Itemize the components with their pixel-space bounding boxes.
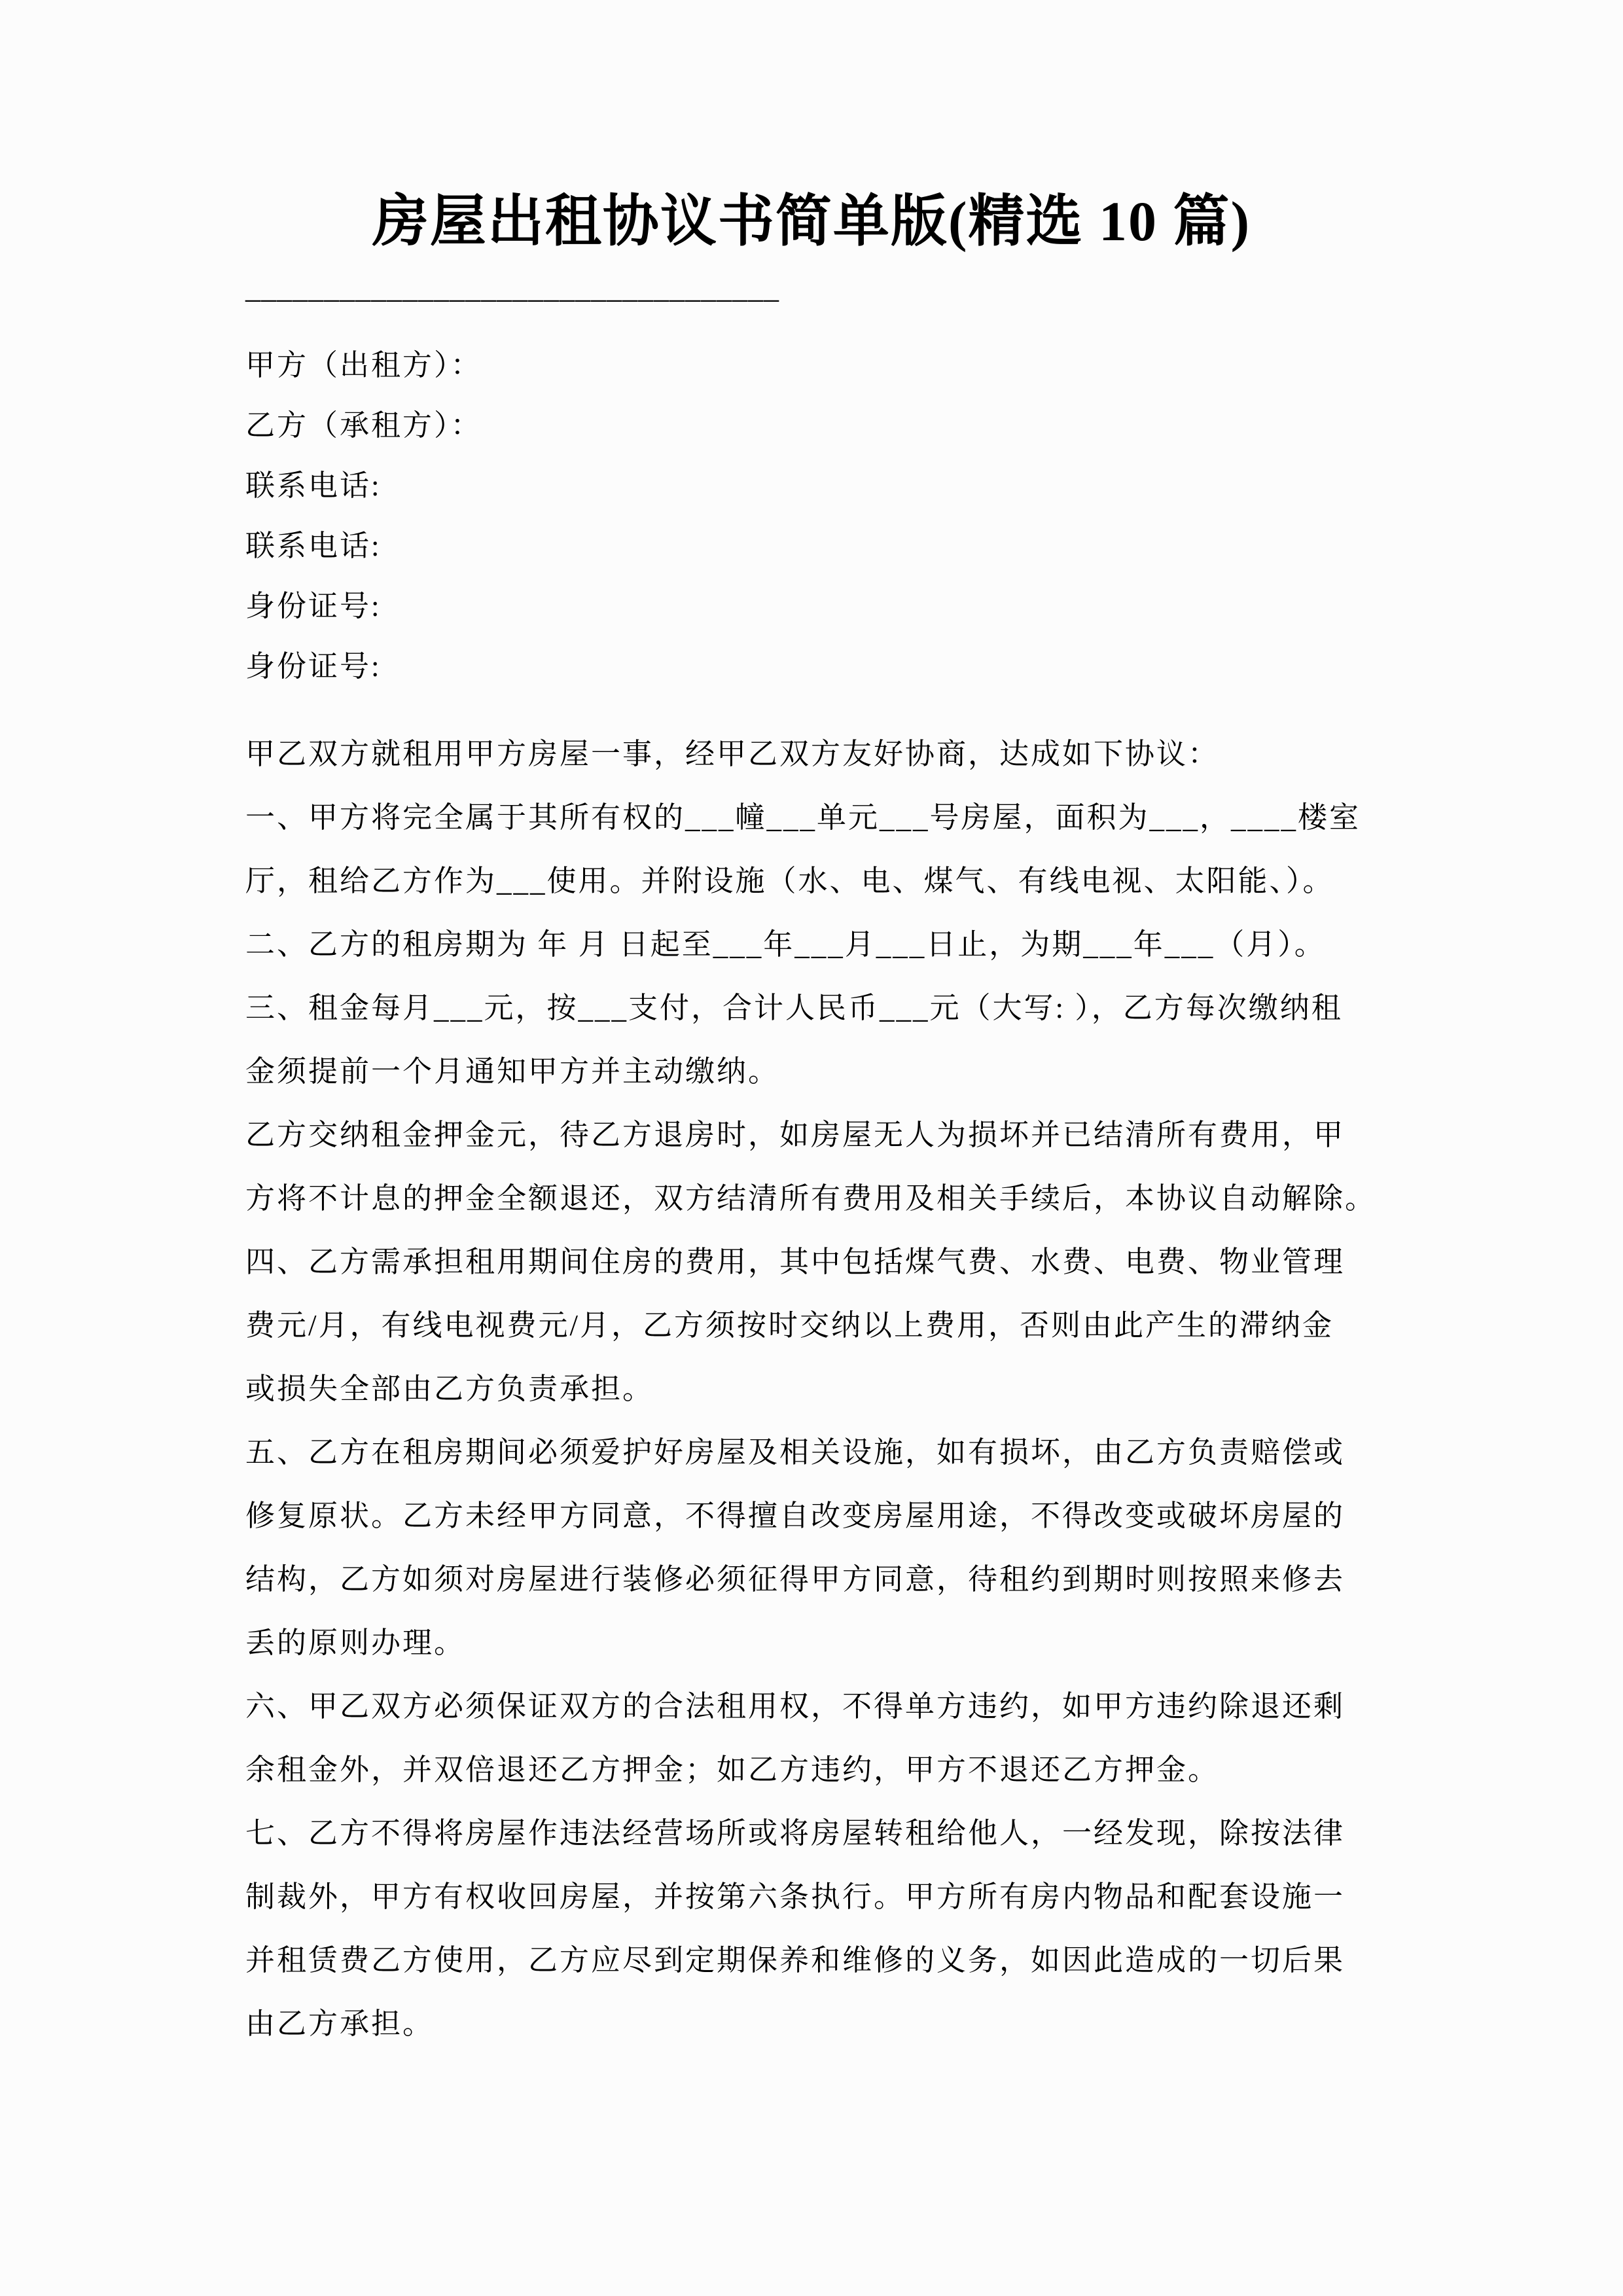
document-line-clause-6a: 六、甲乙双方必须保证双方的合法租用权，不得单方违约，如甲方违约除退还剩 [245, 1690, 1346, 1723]
document-line-clause-5c: 结构，乙方如须对房屋进行装修必须征得甲方同意，待租约到期时则按照来修去 [245, 1563, 1346, 1596]
document-line-deposit-a: 乙方交纳租金押金元，待乙方退房时，如房屋无人为损坏并已结清所有费用，甲 [245, 1119, 1346, 1151]
document-line-clause-1a: 一、甲方将完全属于其所有权的___幢___单元___号房屋，面积为___，____楼室 [245, 801, 1361, 834]
document-line-clause-7c: 并租赁费乙方使用，乙方应尽到定期保养和维修的义务，如因此造成的一切后果 [245, 1944, 1346, 1977]
title-underscore-divider: __________________________________ [245, 271, 779, 304]
document-line-clause-4c: 或损失全部由乙方负责承担。 [245, 1372, 654, 1405]
info-line-phone-1: 联系电话: [245, 469, 382, 502]
document-line-clause-3a: 三、租金每月___元，按___支付，合计人民币___元（大写: ），乙方每次缴纳租 [245, 992, 1343, 1024]
info-line-party-a: 甲方（出租方）： [245, 349, 482, 382]
document-line-clause-3b: 金须提前一个月通知甲方并主动缴纳。 [245, 1055, 780, 1088]
info-line-id-2: 身份证号: [245, 650, 382, 683]
document-line-clause-5a: 五、乙方在租房期间必须爱护好房屋及相关设施，如有损坏，由乙方负责赔偿或 [245, 1436, 1346, 1469]
document-line-clause-2: 二、乙方的租房期为 年 月 日起至___年___月___日止，为期___年___（月）。 [245, 928, 1326, 961]
info-line-party-b: 乙方（承租方）： [245, 409, 482, 442]
document-line-preamble: 甲乙双方就租用甲方房屋一事，经甲乙双方友好协商，达成如下协议： [245, 738, 1220, 770]
document-line-clause-1b: 厅，租给乙方作为___使用。并附设施（水、电、煤气、有线电视、太阳能、）。 [245, 865, 1334, 897]
document-line-clause-6b: 余租金外，并双倍退还乙方押金；如乙方违约，甲方不退还乙方押金。 [245, 1753, 1220, 1786]
info-line-id-1: 身份证号: [245, 590, 382, 622]
document-title: 房屋出租协议书简单版(精选 10 篇) [372, 190, 1251, 253]
document-line-deposit-b: 方将不计息的押金全额退还，双方结清所有费用及相关手续后，本协议自动解除。 [245, 1182, 1377, 1215]
document-line-clause-5d: 丢的原则办理。 [245, 1626, 466, 1659]
document-line-clause-4a: 四、乙方需承担租用期间住房的费用，其中包括煤气费、水费、电费、物业管理 [245, 1246, 1346, 1278]
document-line-clause-5b: 修复原状。乙方未经甲方同意，不得擅自改变房屋用途，不得改变或破坏房屋的 [245, 1499, 1346, 1532]
info-line-phone-2: 联系电话: [245, 529, 382, 562]
document-line-clause-4b: 费元/月，有线电视费元/月，乙方须按时交纳以上费用，否则由此产生的滞纳金 [245, 1309, 1334, 1342]
document-line-clause-7d: 由乙方承担。 [245, 2007, 435, 2040]
parties-info-block [245, 335, 1378, 696]
document-line-clause-7a: 七、乙方不得将房屋作违法经营场所或将房屋转租给他人，一经发现，除按法律 [245, 1817, 1346, 1850]
document-line-clause-7b: 制裁外，甲方有权收回房屋，并按第六条执行。甲方所有房内物品和配套设施一 [245, 1880, 1346, 1913]
agreement-body [245, 723, 1378, 2056]
